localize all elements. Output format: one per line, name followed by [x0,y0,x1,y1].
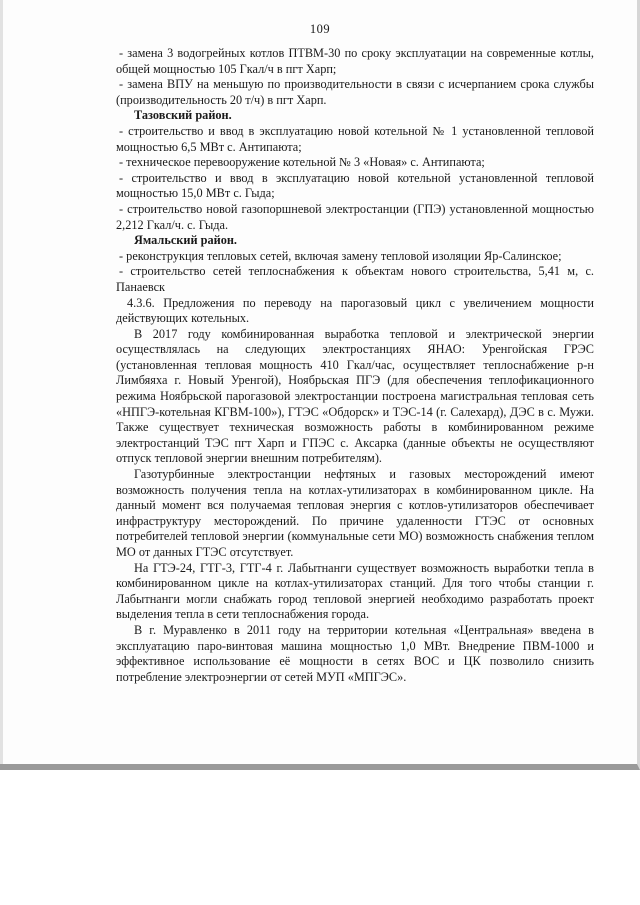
bullet-paragraph: - строительство сетей теплоснабжения к объектам нового строительства, 5,41 м, с. Панаевск [116,264,594,294]
bullet-paragraph: - строительство и ввод в эксплуатацию новой котельной № 1 установленной тепловой мощностью 6,5 МВт с. Антипаюта; [116,123,594,154]
section-heading: Тазовский район. [134,108,232,123]
subsection-paragraph: 4.3.6. Предложения по переводу на парогазовый цикл с увеличением мощности действующих котельных. [116,295,594,326]
scan-edge [0,0,3,764]
body-paragraph: В 2017 году комбинированная выработка тепловой и электрической энергии осуществлялась на следующих электростанциях ЯНАО: Уренгойская ГРЭС (установленная тепловая мощность 410 Гкал/час, осуществляет теплоснабжение р-н Лимбяяха г. Новый Уренгой), Ноябрьская ПГЭ (для обеспечения теплофикационного режима Ноябрьской парогазовой электростанции построена магистральная тепловая сеть «НПГЭ-котельная КГВМ-100»), ГТЭС «Обдорск» и ТЭС-14 (г. Салехард), ДЭС в с. Мужи. Также существует техническая возможность работы в комбинированном режиме электростанций ТЭС пгт Харп и ГПЭС с. Аксарка (данные объекты не осуществляют отпуск тепловой энергии внешним потребителям). [116,326,594,466]
section-heading: Ямальский район. [134,233,237,248]
body-paragraph: Газотурбинные электростанции нефтяных и газовых месторождений имеют возможность получения тепла на котлах-утилизаторах в комбинированном цикле. На данный момент вся получаемая тепловая энергия с котлов-утилизаторов обеспечивает инфраструктуру месторождений. По причине удаленности ГТЭС от основных потребителей тепловой энергии (коммунальные сети МО) возможность снабжения теплом МО от данных ГТЭС отсутствует. [116,467,594,559]
bullet-paragraph: - замена 3 водогрейных котлов ПТВМ-30 по сроку эксплуатации на современные котлы, общей мощностью 105 Гкал/ч в пгт Харп; [116,46,594,76]
bullet-paragraph: - реконструкция тепловых сетей, включая замену тепловой изоляции Яр-Салинское; [119,248,562,263]
bullet-paragraph: - техническое перевооружение котельной № 3 «Новая» с. Антипаюта; [119,155,485,170]
body-paragraph: На ГТЭ-24, ГТГ-3, ГТГ-4 г. Лабытнанги существует возможность выработки тепла в комбинированном цикле на котлах-утилизаторах станций. Для того чтобы станции г. Лабытнанги могли снабжать город тепловой энергией необходимо разработать проект выделения тепла в сети теплоснабжения города. [116,560,594,622]
bullet-paragraph: - замена ВПУ на меньшую по производительности в связи с исчерпанием срока службы (производительность 20 т/ч) в пгт Харп. [116,77,594,107]
bullet-paragraph: - строительство и ввод в эксплуатацию новой котельной установленной тепловой мощностью 15,0 МВт с. Гыда; [116,170,594,201]
bullet-paragraph: - строительство новой газопоршневой электростанции (ГПЭ) установленной мощностью 2,212 Гкал/ч. с. Гыда. [116,201,594,232]
body-paragraph: В г. Муравленко в 2011 году на территории котельная «Центральная» введена в эксплуатацию паро-винтовая машина мощностью 1,0 МВт. Внедрение ПВМ-1000 и эффективное использование её мощности в сетях ВОС и ЦК позволило снизить потребление электроэнергии от сетей МУП «МПГЭС». [116,622,594,684]
page-number: 109 [309,22,331,36]
document-body [116,46,594,685]
